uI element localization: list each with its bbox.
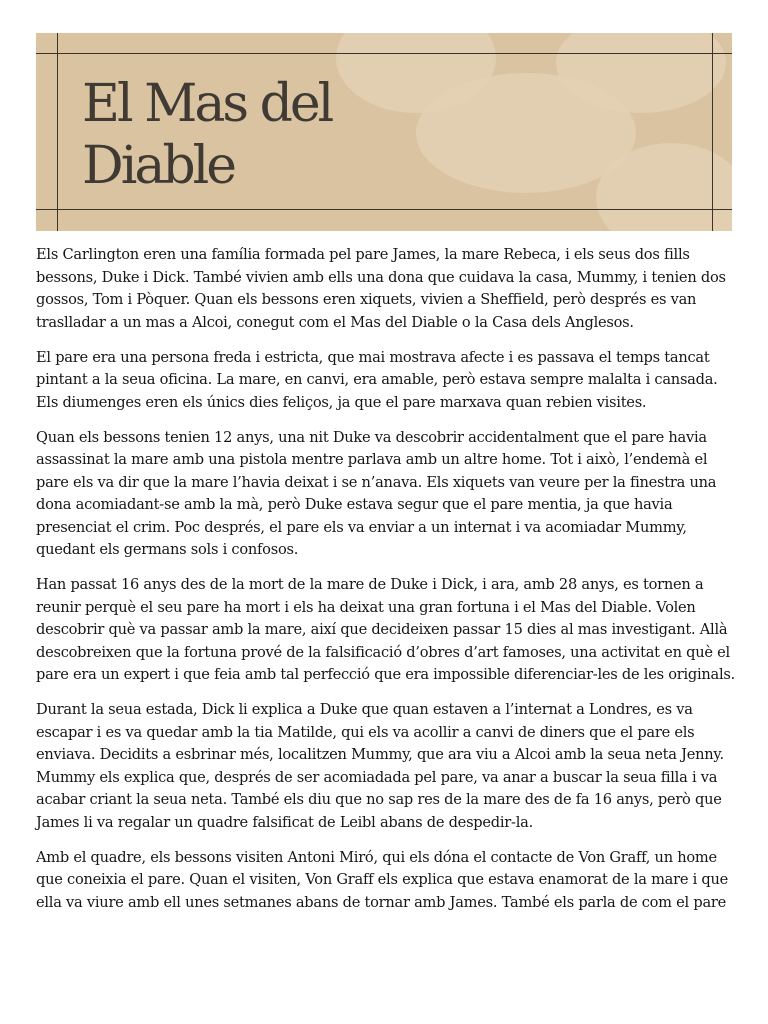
page-title <box>82 73 502 197</box>
title-banner <box>36 33 732 231</box>
title-line-2: Diable <box>82 136 235 196</box>
paragraph-1: Els Carlington eren una família formada pel pare James, la mare Rebeca, i els seus dos fills bessons, Duke i Dick. També vivien amb ells una dona que cuidava la casa, Mummy, i tenien dos gossos, Tom i Pòquer. Quan els bessons eren xiquets, vivien a Sheffield, però després es van traslladar a un mas a Alcoi, conegut com el Mas del Diable o la Casa dels Anglesos. <box>36 246 726 331</box>
paragraph-3: Quan els bessons tenien 12 anys, una nit Duke va descobrir accidentalment que el pare havia assassinat la mare amb una pistola mentre parlava amb un altre home. Tot i això, l’endemà el pare els va dir que la mare l’havia deixat i se n’anava. Els xiquets van veure per la finestra una dona acomiadant-se amb la mà, però Duke estava segur que el pare mentia, ja que havia presenciat el crim. Poc després, el pare els va enviar a un internat i va acomiadar Mummy, quedant els germans sols i confosos. <box>36 428 717 558</box>
paragraph-2: El pare era una persona freda i estricta, que mai mostrava afecte i es passava el temps tancat pintant a la seua oficina. La mare, en canvi, era amable, però estava sempre malalta i cansada. Els diumenges eren els únics dies feliços, ja que el pare marxava quan rebien visites. <box>36 348 718 411</box>
banner-left-rule <box>57 33 58 231</box>
banner-right-rule <box>712 33 713 231</box>
banner-bottom-rule <box>36 209 732 210</box>
title-line-1: El Mas del <box>82 74 332 134</box>
paragraph-6: Amb el quadre, els bessons visiten Antoni Miró, qui els dóna el contacte de Von Graff, un home que coneixia el pare. Quan el visiten, Von Graff els explica que estava enamorat de la mare i que ella va viure amb ell unes setmanes abans de tornar amb James. També els parla de com el pare <box>36 848 729 911</box>
paragraph-5: Durant la seua estada, Dick li explica a Duke que quan estaven a l’internat a Londres, es va escapar i es va quedar amb la tia Matilde, qui els va acollir a canvi de diners que el pare els enviava. Decidits a esbrinar més, localitzen Mummy, que ara viu a Alcoi amb la seua neta Jenny. Mummy els explica que, després de ser acomiadada pel pare, va anar a buscar la seua filla i va acabar criant la seua neta. També els diu que no sap res de la mare des de fa 16 anys, però que James li va regalar un quadre falsificat de Leibl abans de despedir-la. <box>36 701 724 831</box>
paragraph-4: Han passat 16 anys des de la mort de la mare de Duke i Dick, i ara, amb 28 anys, es tornen a reunir perquè el seu pare ha mort i els ha deixat una gran fortuna i el Mas del Diable. Volen descobrir què va passar amb la mare, així que decideixen passar 15 dies al mas investigant. Allà descobreixen que la fortuna prové de la falsificació d’obres d’art famoses, una activitat en què el pare era un expert i que feia amb tal perfecció que era impossible diferenciar-les de les originals. <box>36 576 736 683</box>
article-body <box>36 244 736 927</box>
banner-top-rule <box>36 53 732 54</box>
